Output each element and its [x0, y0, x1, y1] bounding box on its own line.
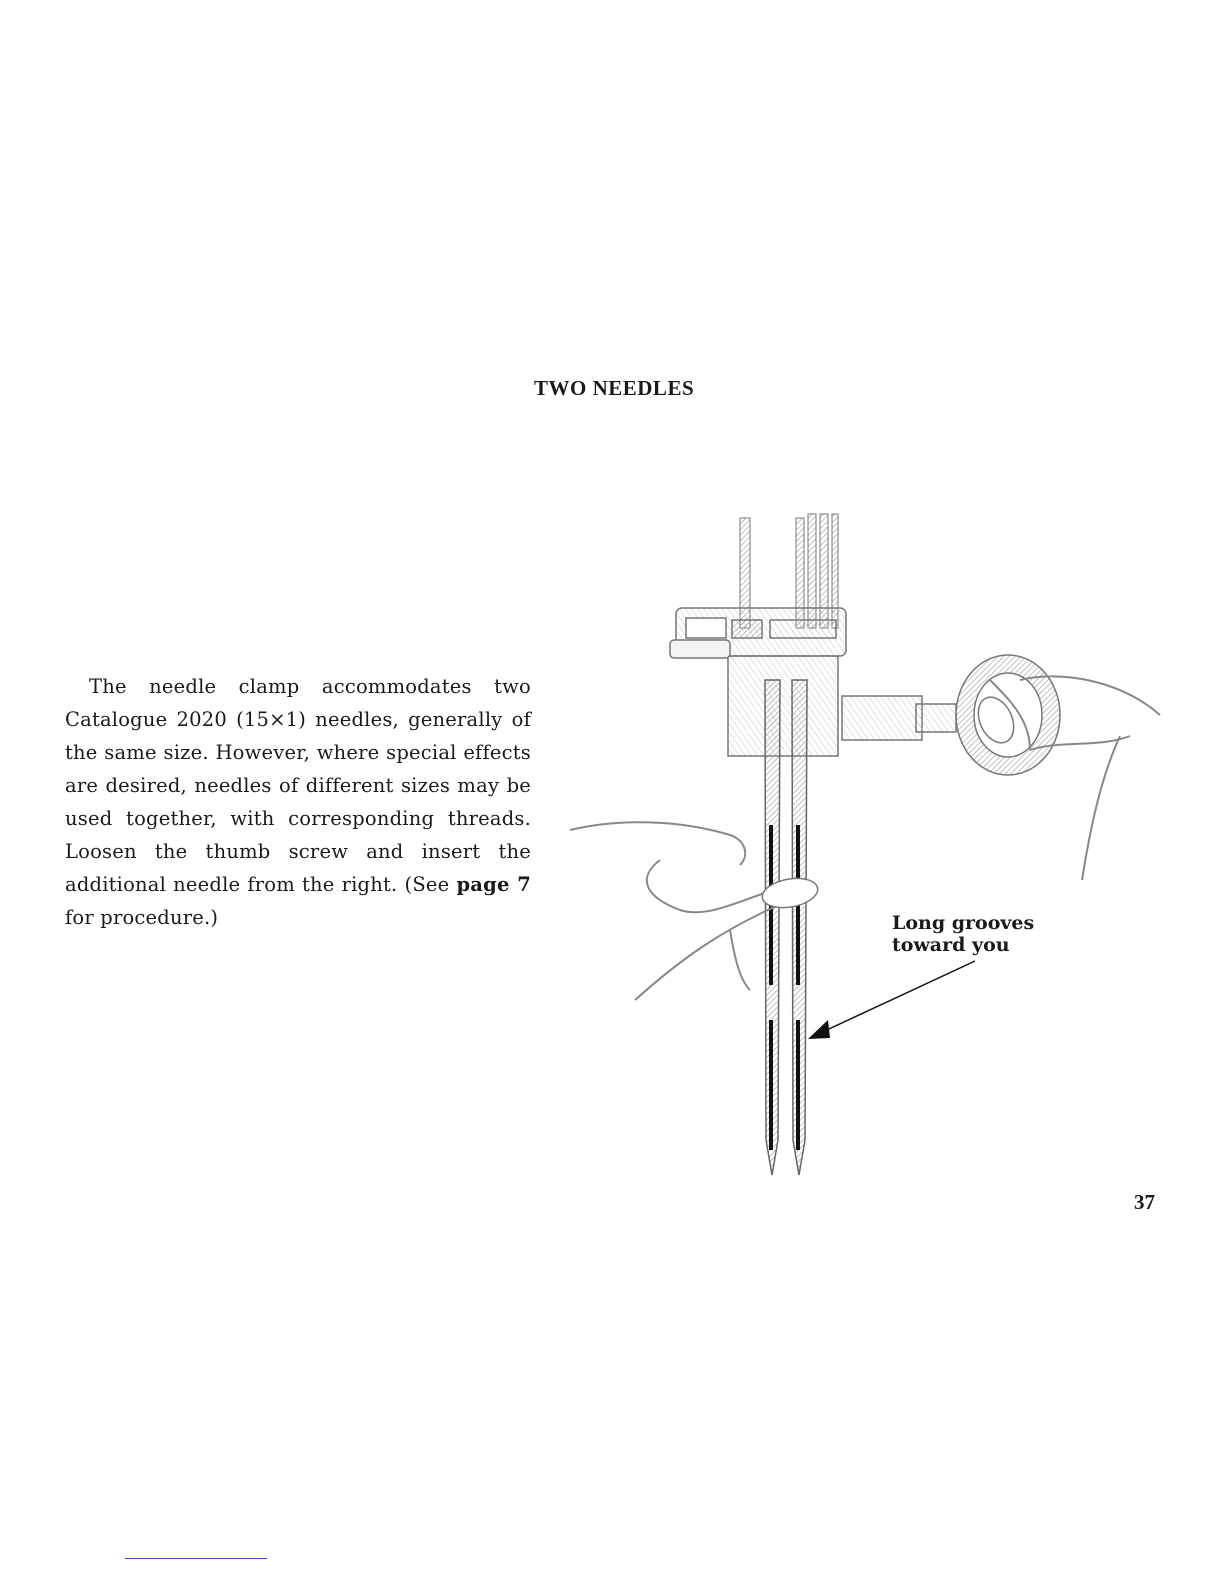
instruction-paragraph — [65, 670, 531, 934]
groove-arrow — [808, 961, 975, 1039]
page-reference-link[interactable]: page 7 — [456, 873, 531, 896]
right-hand — [990, 676, 1160, 880]
left-needle — [765, 680, 780, 1175]
groove-callout — [892, 912, 1034, 956]
left-hand — [570, 822, 790, 1000]
page-number: 37 — [1134, 1190, 1155, 1214]
callout-line-1: Long grooves — [892, 912, 1035, 934]
thumb-screw — [842, 655, 1060, 775]
needle-clamp — [670, 608, 846, 756]
two-needles-illustration — [560, 500, 1180, 1190]
callout-line-2: toward you — [892, 934, 1010, 956]
paragraph-text: The needle clamp accommodates two Catalogue 2020 (15×1) needles, generally of the same size. However, where special effects are desired, needles of different sizes may be used together, with corresponding threads. Loosen the thumb screw and insert the additional needle from the right. (See — [65, 675, 531, 896]
right-needle — [792, 680, 807, 1175]
footer-rule — [125, 1558, 267, 1559]
paragraph-text-end: for procedure.) — [65, 906, 219, 929]
page-title: TWO NEEDLES — [534, 376, 695, 400]
